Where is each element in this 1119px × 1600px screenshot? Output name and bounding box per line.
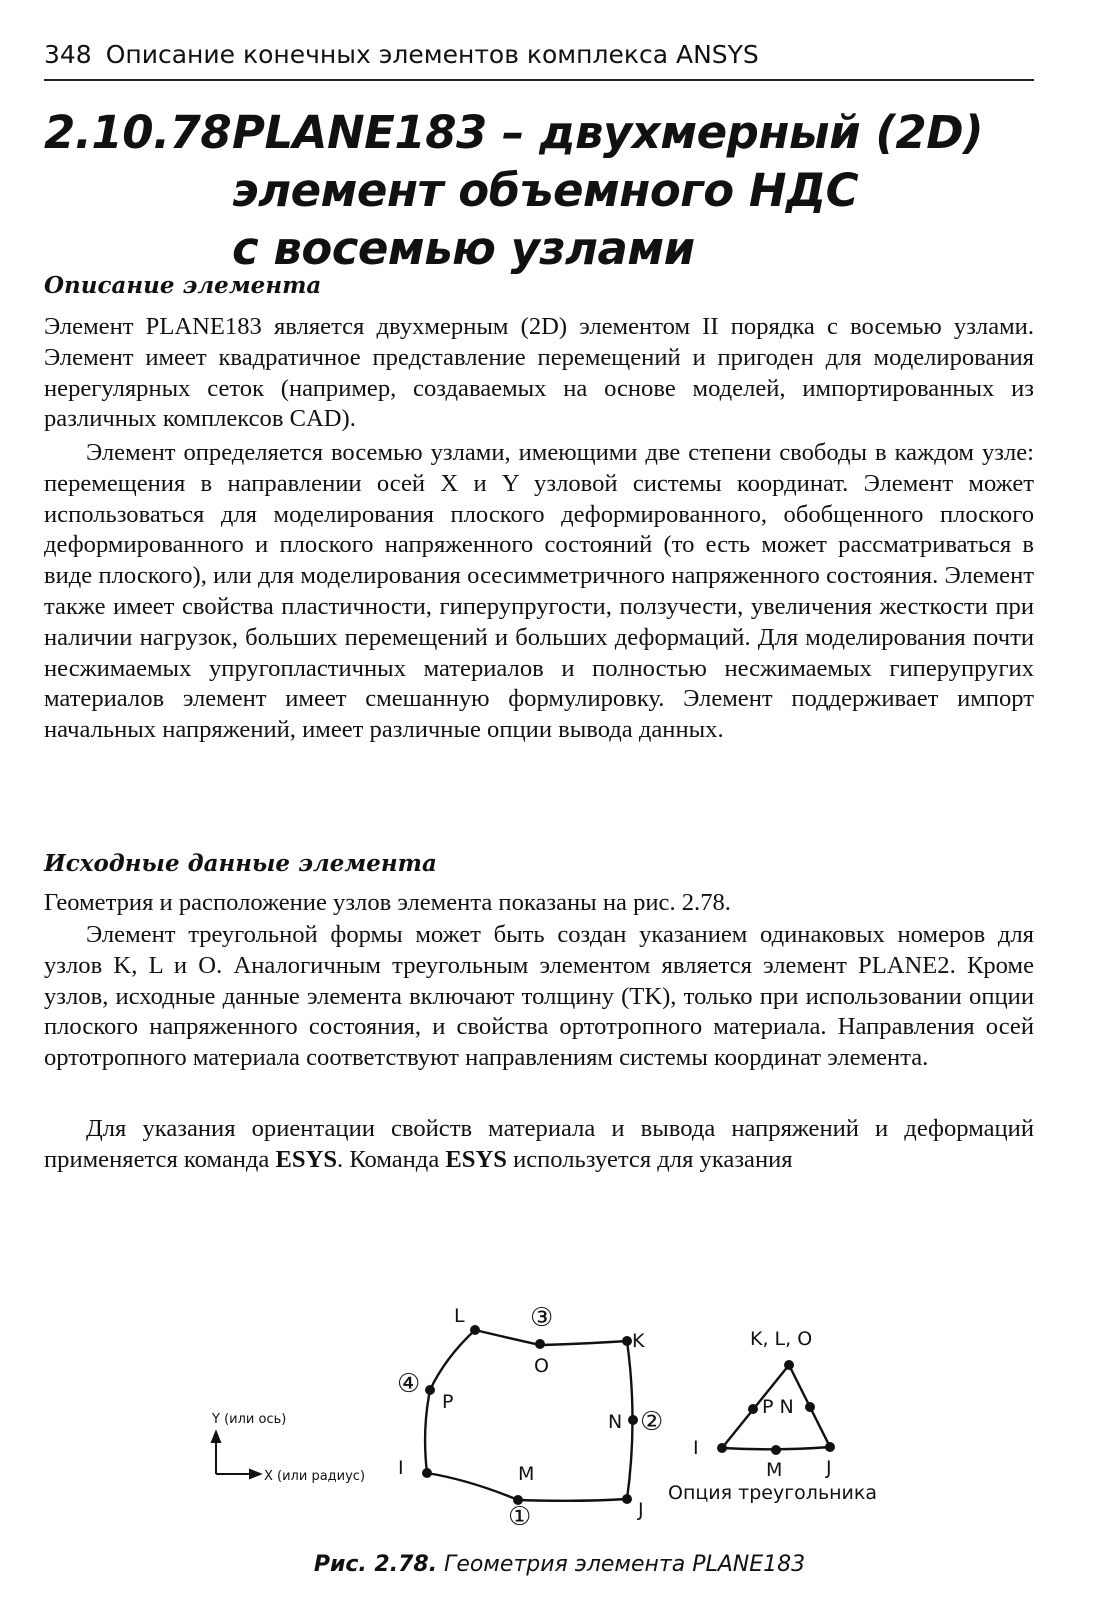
esys-command-1: ESYS (275, 1145, 338, 1173)
label-P: P (442, 1391, 454, 1413)
label-K: K (632, 1330, 645, 1352)
paragraph-description-2: Элемент определяется восемью узлами, имеющими две степени свободы в каждом узле: перемещения в направлении осей X и Y узловой системы координат. Элемент может использоваться для моделирования плоского деформированного, обобщенного плоского деформированного и плоского напряженного состояний (то есть может рассматриваться в виде плоского), или для моделирования осесимметричного напряженного состояния. Элемент также имеет свойства пластичности, гиперупругости, ползучести, увеличения жесткости при наличии нагрузок, больших перемещений и больших деформаций. Для моделирования почти несжимаемых упругопластичных материалов и полностью несжимаемых гиперупругих материалов элемент имеет смешанную формулировку. Элемент поддерживает импорт начальных напряжений, имеет различные опции вывода данных. (44, 439, 1034, 744)
subheading-input-data: Исходные данные элемента (44, 850, 437, 877)
face-label-3: ③ (530, 1303, 554, 1333)
figure-caption (0, 1552, 1119, 1577)
tri-caption: Опция треугольника (668, 1482, 878, 1504)
caption-label: Рис. 2.78. (313, 1552, 438, 1577)
axis-y-arrow (212, 1432, 220, 1442)
label-O: O (534, 1355, 549, 1377)
tri-node-KLO (784, 1360, 794, 1370)
label-N: N (608, 1411, 623, 1433)
node-J (622, 1494, 632, 1504)
page-number: 348 (44, 40, 92, 69)
face-label-4: ④ (397, 1369, 421, 1399)
figure-plane183-geometry (200, 1240, 920, 1521)
tri-node-M (771, 1445, 781, 1455)
tri-node-P (748, 1404, 758, 1414)
label-I: I (398, 1457, 404, 1479)
section-number: 2.10.78. (44, 106, 248, 159)
face-label-1-standalone: ① (508, 1502, 532, 1532)
paragraph-input-2: Элемент треугольной формы может быть создан указанием одинаковых номеров для узлов K, L и O. Аналогичным треугольным элементом является элемент PLANE2. Кроме узлов, исходные данные элемента включают толщину (TK), только при использовании опции плоского напряженного состояния, и свойства ортотропного материала. Направления осей ортотропного материала соответствуют направлениям системы координат элемента. (44, 921, 1034, 1072)
tri-label-J: J (826, 1457, 832, 1479)
node-N (628, 1415, 638, 1425)
title-line-1: PLANE183 – двухмерный (2D) (232, 106, 984, 159)
node-P (425, 1385, 435, 1395)
tri-node-J (825, 1442, 835, 1452)
p3-text-a: Для указания ориентации свойств материала и вывода напряжений и деформаций применяется команда (44, 1115, 1034, 1173)
title-line-2: элемент объемного НДС (232, 164, 859, 217)
tri-label-top: K, L, O (750, 1328, 813, 1350)
paragraph-description-1: Элемент PLANE183 является двухмерным (2D) элементом II порядка с восемью узлами. Элемент имеет квадратичное представление перемещений и пригоден для моделирования нерегулярных сеток (например, создаваемых на основе моделей, импортированных из различных комплексов CAD). (44, 313, 1034, 433)
section-title (44, 104, 1064, 278)
label-M: M (518, 1463, 535, 1485)
paragraph-input-1: Геометрия и расположение узлов элемента показаны на рис. 2.78. (44, 889, 731, 916)
axis-x-arrow (250, 1470, 260, 1478)
subheading-description: Описание элемента (44, 272, 322, 299)
node-L (470, 1325, 480, 1335)
label-L: L (454, 1305, 465, 1327)
p3-text-c: используется для указания (506, 1145, 793, 1173)
running-header (44, 40, 1034, 69)
element-geometry-diagram (200, 1240, 920, 1521)
esys-command-2: ESYS (445, 1145, 507, 1173)
title-line-3: с восемью узлами (232, 222, 695, 275)
header-rule (44, 79, 1034, 81)
face-label-2: ② (640, 1407, 664, 1437)
p3-text-b: . Команда (337, 1145, 446, 1173)
paragraph-input-3 (44, 1114, 1034, 1176)
tri-label-I: I (693, 1437, 699, 1459)
node-O (535, 1339, 545, 1349)
running-title: Описание конечных элементов комплекса ANSYS (105, 40, 759, 69)
tri-label-pn: P N (762, 1396, 794, 1418)
tri-node-N (805, 1402, 815, 1412)
label-J: J (638, 1499, 644, 1521)
node-K (622, 1336, 632, 1346)
axis-y-label: Y (или ось) (212, 1412, 287, 1427)
tri-node-I (717, 1443, 727, 1453)
tri-label-M: M (766, 1459, 783, 1481)
axis-x-label: X (или радиус) (264, 1469, 366, 1484)
node-I (422, 1468, 432, 1478)
caption-text: Геометрия элемента PLANE183 (437, 1552, 806, 1577)
